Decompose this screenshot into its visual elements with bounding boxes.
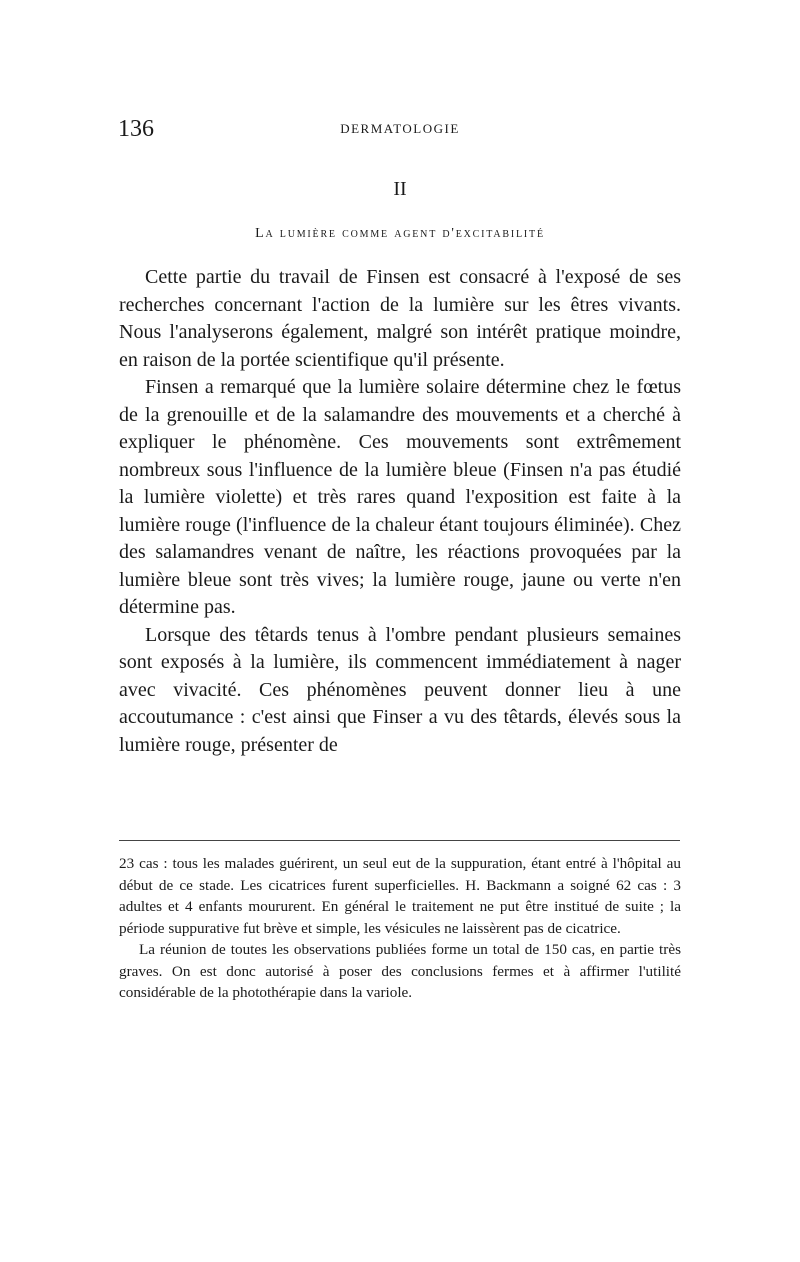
footnote-rule	[119, 840, 680, 841]
footnote-paragraph: 23 cas : tous les malades guérirent, un seul eut de la suppuration, étant entré à l'hôpital au début de ce stade. Les cicatrices furent superficielles. H. Backmann a soigné 62 cas : 3 adultes et 4 enfants moururent. En général le traitement ne put être institué de suite ; la période suppurative fut brève et simple, les vésicules ne laissèrent pas de cicatrice.	[119, 855, 681, 937]
section-title: La lumière comme agent d'excitabilité	[255, 226, 545, 241]
paragraph: Finsen a remarqué que la lumière solaire détermine chez le fœtus de la grenouille et de la salamandre des mouvements et a cherché à expliquer le phénomène. Ces mouvements sont extrêmement nombreux sous l'influence de la lumière bleue (Finsen n'a pas étudié la lumière violette) et très rares quand l'exposition est faite à la lumière rouge (l'influence de la chaleur étant toujours éliminée). Chez des salamandres venant de naître, les réactions provoquées par la lumière bleue sont très vives; la lumière rouge, jaune ou verte n'en détermine pas.	[119, 376, 681, 618]
section-number: II	[393, 178, 407, 200]
running-head: DERMATOLOGIE	[340, 121, 460, 136]
page-number: 136	[118, 116, 154, 142]
main-text	[119, 264, 681, 759]
paragraph: Lorsque des têtards tenus à l'ombre pendant plusieurs semaines sont exposés à la lumière, ils commencent immédiatement à nager avec vivacité. Ces phénomènes peuvent donner lieu à une accoutumance : c'est ainsi que Finser a vu des têtards, élevés sous la lumière rouge, présenter de	[119, 623, 681, 756]
footnote-paragraph: La réunion de toutes les observations publiées forme un total de 150 cas, en partie très graves. On est donc autorisé à poser des conclusions fermes et à affirmer l'utilité considérable de la photothérapie dans la variole.	[119, 941, 681, 1001]
paragraph: Cette partie du travail de Finsen est consacré à l'exposé de ses recherches concernant l'action de la lumière sur les êtres vivants. Nous l'analyserons également, malgré son intérêt pratique moindre, en raison de la portée scientifique qu'il présente.	[119, 266, 681, 371]
footnotes	[119, 853, 681, 1004]
